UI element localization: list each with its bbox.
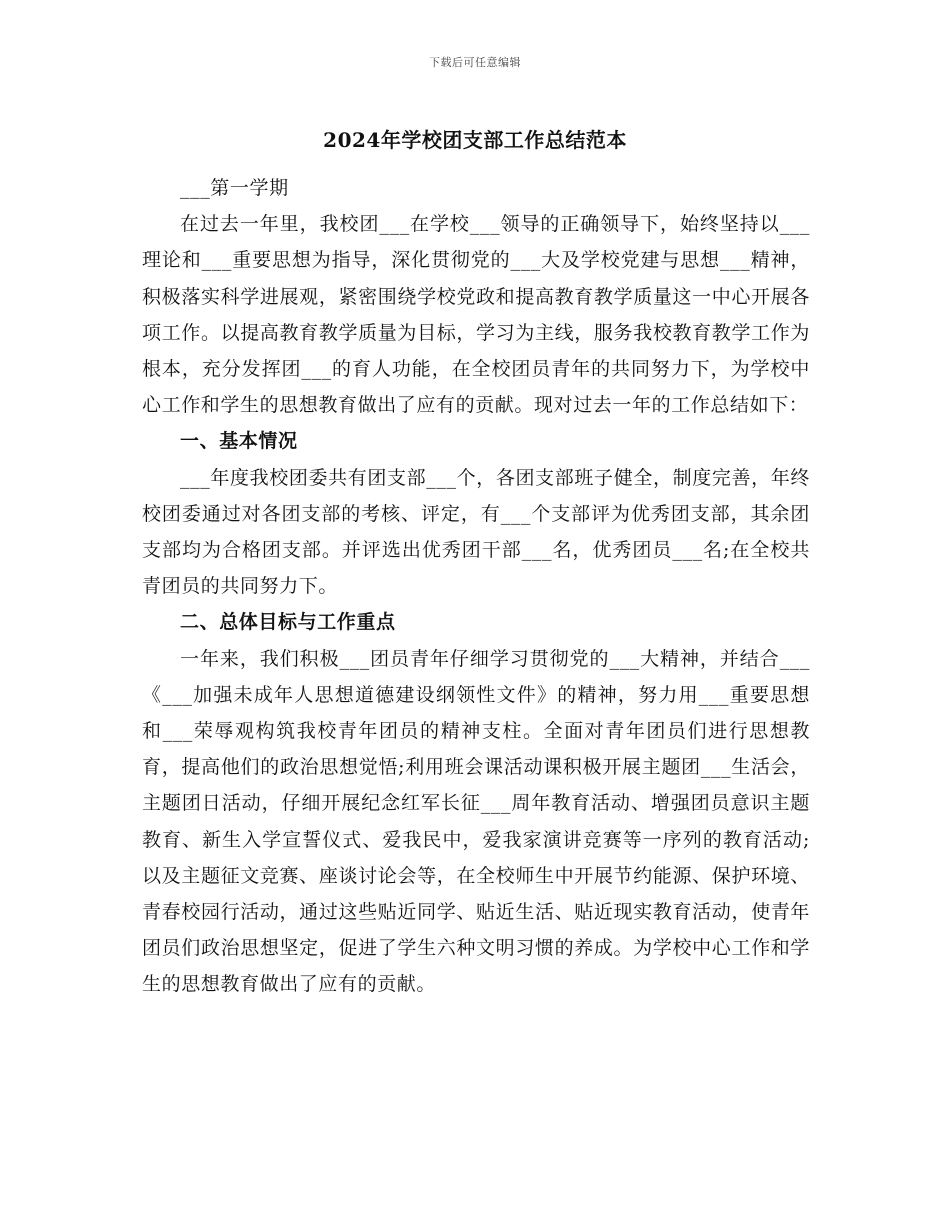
goals-paragraph: 一年来，我们积极___团员青年仔细学习贯彻党的___大精神，并结合___《___加强未成年人思想道德建设纲领性文件》的精神，努力用___重要思想和___荣辱观构筑我校青年团员的精神支柱。全面对青年团员们进行思想教育，提高他们的政治思想觉悟;利用班会课活动课积极开展主题团___生活会，主题团日活动，仔细开展纪念红军长征___周年教育活动、增强团员意识主题教育、新生入学宣誓仪式、爱我民中，爱我家演讲竞赛等一序列的教育活动;以及主题征文竞赛、座谈讨论会等，在全校师生中开展节约能源、保护环境、青春校园行活动，通过这些贴近同学、贴近生活、贴近现实教育活动，使青年团员们政治思想坚定，促进了学生六种文明习惯的养成。为学校中心工作和学生的思想教育做出了应有的贡献。: [142, 647, 810, 996]
intro-paragraph: 在过去一年里，我校团___在学校___领导的正确领导下，始终坚持以___理论和___重要思想为指导，深化贯彻党的___大及学校党建与思想___精神，积极落实科学进展观，紧密围绕学校党政和提高教育教学质量这一中心开展各项工作。以提高教育教学质量为目标，学习为主线，服务我校教育教学工作为根本，充分发挥团___的育人功能，在全校团员青年的共同努力下，为学校中心工作和学生的思想教育做出了应有的贡献。现对过去一年的工作总结如下：: [142, 213, 810, 417]
header-note: 下载后可任意编辑: [429, 56, 521, 69]
basic-paragraph: ___年度我校团委共有团支部___个，各团支部班子健全，制度完善，年终校团委通过对各团支部的考核、评定，有___个支部评为优秀团支部，其余团支部均为合格团支部。并评选出优秀团干部___名，优秀团员___名;在全校共青团员的共同努力下。: [142, 466, 810, 598]
semester-line: ___第一学期: [180, 177, 289, 199]
document-body: [142, 170, 810, 1003]
section-heading-basic: 一、基本情况: [180, 430, 298, 453]
document-title: 2024年学校团支部工作总结范本: [323, 128, 627, 152]
section-heading-goals: 二、总体目标与工作重点: [180, 611, 396, 634]
